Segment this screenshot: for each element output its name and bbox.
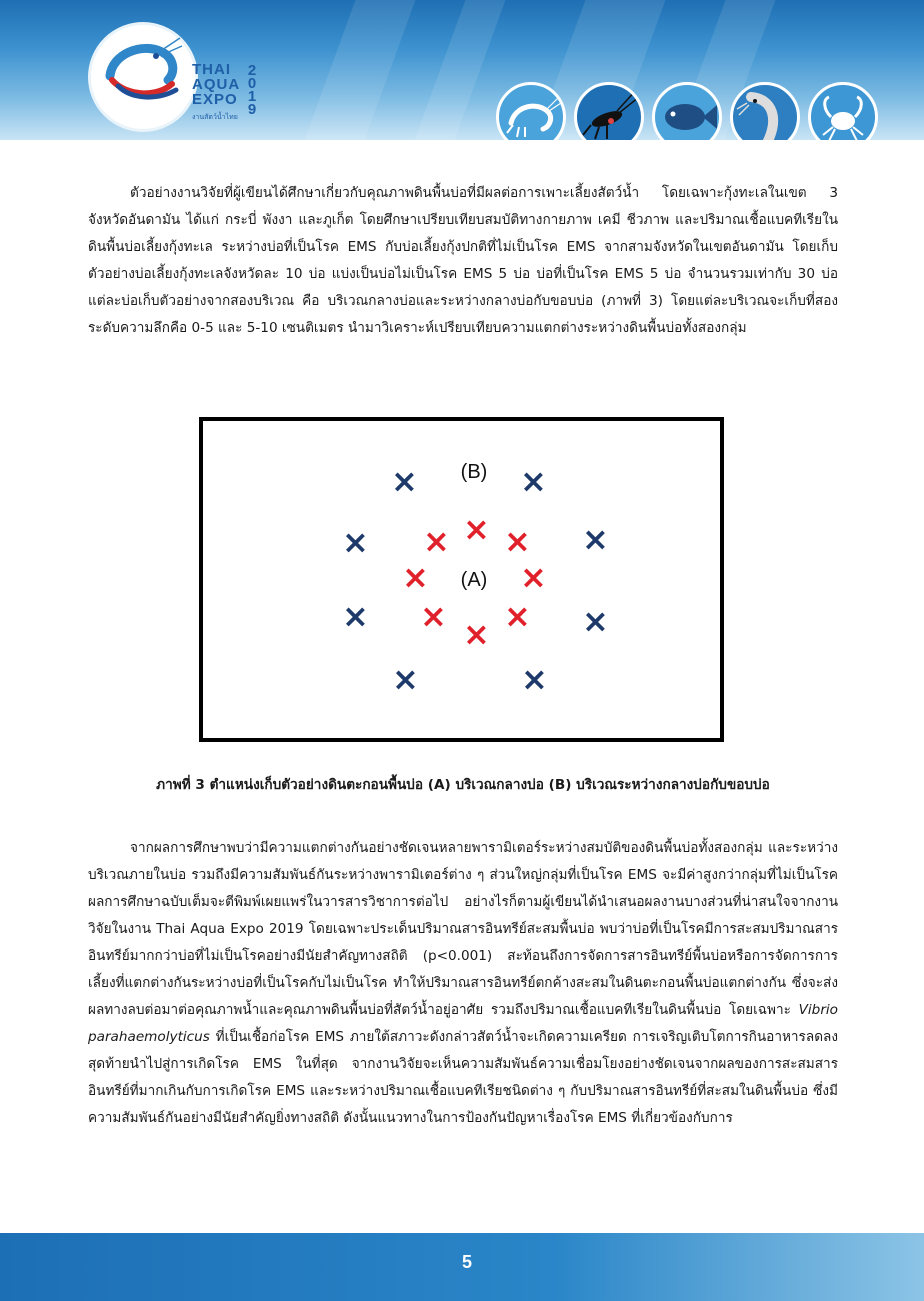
intro-paragraph: ตัวอย่างงานวิจัยที่ผู้เขียนได้ศึกษาเกี่ยวกับคุณภาพดินพื้นบ่อที่มีผลต่อการเพาะเลี้ยงสัตว์น้ำ โดยเฉพาะกุ้งทะเลในเขต 3 จังหวัดอันดามัน ได้แก่ กระบี่ พังงา และภูเก็ต โดยศึกษาเปรียบเทียบสมบัติทางกายภาพ เคมี ชีวภาพ และปริมาณเชื้อแบคทีเรียในดินพื้นบ่อเลี้ยงกุ้งทะเล ระหว่างบ่อที่เป็นโรค EMS กับบ่อเลี้ยงกุ้งปกติที่ไม่เป็นโรค EMS จากสามจังหวัดในเขตอันดามัน โดยเก็บตัวอย่างบ่อเลี้ยงกุ้งทะเลจังหวัดละ 10 บ่อ แบ่งเป็นบ่อไม่เป็นโรค EMS 5 บ่อ บ่อที่เป็นโรค EMS 5 บ่อ จำนวนรวมเท่ากับ 30 บ่อ แต่ละบ่อเก็บตัวอย่างจากสองบริเวณ คือ บริเวณกลางบ่อและระหว่างกลางบ่อกับขอบบ่อ (ภาพที่ 3) โดยแต่ละบริเวณจะเก็บที่สองระดับความลึกคือ 0-5 และ 5-10 เซนติเมตร นำมาวิเคราะห์เปรียบเทียบความแตกต่างระหว่างดินพื้นบ่อทั้งสองกลุ่ม — [88, 185, 838, 336]
header-animal-icons — [496, 82, 886, 140]
sampling-point-b: × — [521, 660, 548, 698]
catfish-icon — [730, 82, 800, 140]
light-ray — [415, 0, 506, 140]
logo-year-digit: 0 — [247, 75, 257, 92]
results-text-part2: ที่เป็นเชื้อก่อโรค EMS ภายใต้สภาวะดังกล่าวสัตว์น้ำจะเกิดความเครียด การเจริญเติบโตการกินอาหารลดลง สุดท้ายนำไปสู่การเกิดโรค EMS ในที่สุด จากงานวิจัยจะเห็นความสัมพันธ์ความเชื่อมโยงอย่างชัดเจนจากผลของการสะสมสารอินทรีย์ที่มากเกินกับการเกิดโรค EMS และระหว่างปริมาณเชื้อแบคทีเรียชนิดต่าง ๆ กับปริมาณสารอินทรีย์ที่สะสมในดินพื้นบ่อ ซึ่งมีความสัมพันธ์กันอย่างมีนัยสำคัญยิ่งทางสถิติ ดังนั้นแนวทางในการป้องกันปัญหาเรื่องโรค EMS ที่เกี่ยวข้องกับการ — [88, 1029, 838, 1126]
sampling-point-a: × — [420, 597, 447, 635]
sampling-point-b: × — [342, 523, 369, 561]
sampling-point-b: × — [520, 462, 547, 500]
page-footer — [0, 1233, 924, 1301]
species-name: Vibrio parahaemolyticus — [88, 1002, 838, 1045]
sampling-point-b: × — [342, 597, 369, 635]
sampling-point-a: × — [402, 558, 429, 596]
sampling-point-a: × — [463, 510, 490, 548]
fish-icon — [652, 82, 722, 140]
results-text-part1: จากผลการศึกษาพบว่ามีความแตกต่างกันอย่างชัดเจนหลายพารามิเตอร์ระหว่างสมบัติของดินพื้นบ่อทั้งสองกลุ่ม และระหว่างบริเวณภายในบ่อ รวมถึงมีความสัมพันธ์กันระหว่างพารามิเตอร์ต่าง ๆ ส่วนใหญ่กลุ่มที่เป็นโรค EMS จะมีค่าสูงกว่ากลุ่มที่ไม่เป็นโรค ผลการศึกษาฉบับเต็มจะตีพิมพ์เผยแพร่ในวารสารวิชาการต่อไป อย่างไรก็ตามผู้เขียนได้นำเสนอผลงานบางส่วนที่น่าสนใจจากงานวิจัยในงาน Thai Aqua Expo 2019 โดยเฉพาะประเด็นปริมาณสารอินทรีย์สะสมพื้นบ่อ พบว่าบ่อที่เป็นโรคมีการสะสมปริมาณสารอินทรีย์มากกว่าบ่อที่ไม่เป็นโรคอย่างมีนัยสำคัญทางสถิติ (p<0.001) สะท้อนถึงการจัดการสารอินทรีย์พื้นบ่อหรือการจัดการการเลี้ยงที่แตกต่างกันระหว่างบ่อที่เป็นโรคกับไม่เป็นโรค ทำให้ปริมาณสารอินทรีย์ตกค้างสะสมในดินตะกอนพื้นบ่อแตกต่างกัน ซึ่งจะส่งผลทางลบต่อมาต่อคุณภาพน้ำและคุณภาพดินพื้นบ่อที่สัตว์น้ำอยู่อาศัย รวมถึงปริมาณเชื้อแบคทีเรียในดินพื้นบ่อ โดยเฉพาะ — [88, 840, 838, 1018]
sampling-point-b: × — [392, 660, 419, 698]
logo-subtitle: งานสัตว์น้ำไทย — [192, 114, 238, 121]
logo-line-aqua: AQUA — [192, 76, 241, 93]
sampling-point-a: × — [463, 615, 490, 653]
sampling-point-b: × — [582, 602, 609, 640]
sampling-point-b: × — [582, 520, 609, 558]
logo-shrimp-icon — [98, 36, 184, 106]
logo-year-digit: 1 — [247, 88, 257, 105]
figure-caption: ภาพที่ 3 ตำแหน่งเก็บตัวอย่างดินตะกอนพื้นบ่อ (A) บริเวณกลางบ่อ (B) บริเวณระหว่างกลางบ่อกับขอบบ่อ — [156, 777, 770, 793]
zone-a-label: (A) — [460, 569, 488, 591]
crab-icon — [808, 82, 878, 140]
lobster-icon — [574, 82, 644, 140]
light-ray — [305, 0, 416, 140]
logo-year-digit: 2 — [247, 62, 257, 79]
sampling-point-a: × — [504, 522, 531, 560]
logo-line-expo: EXPO — [192, 91, 238, 108]
logo-line-thai: THAI — [192, 61, 231, 78]
sampling-diagram — [199, 417, 724, 742]
thai-aqua-expo-logo — [88, 22, 278, 134]
results-paragraph — [88, 835, 838, 1132]
sampling-point-b: × — [391, 462, 418, 500]
logo-year — [246, 64, 258, 116]
intro-paragraph-block — [88, 180, 838, 342]
logo-year-digit: 9 — [247, 101, 257, 118]
logo-wordmark — [192, 62, 240, 107]
shrimp-icon — [496, 82, 566, 140]
results-paragraph-block — [88, 835, 838, 1132]
sampling-point-a: × — [423, 522, 450, 560]
sampling-point-a: × — [520, 558, 547, 596]
zone-b-label: (B) — [460, 461, 488, 483]
page-header — [0, 0, 924, 140]
page-number: 5 — [461, 1252, 472, 1272]
sampling-point-a: × — [504, 597, 531, 635]
